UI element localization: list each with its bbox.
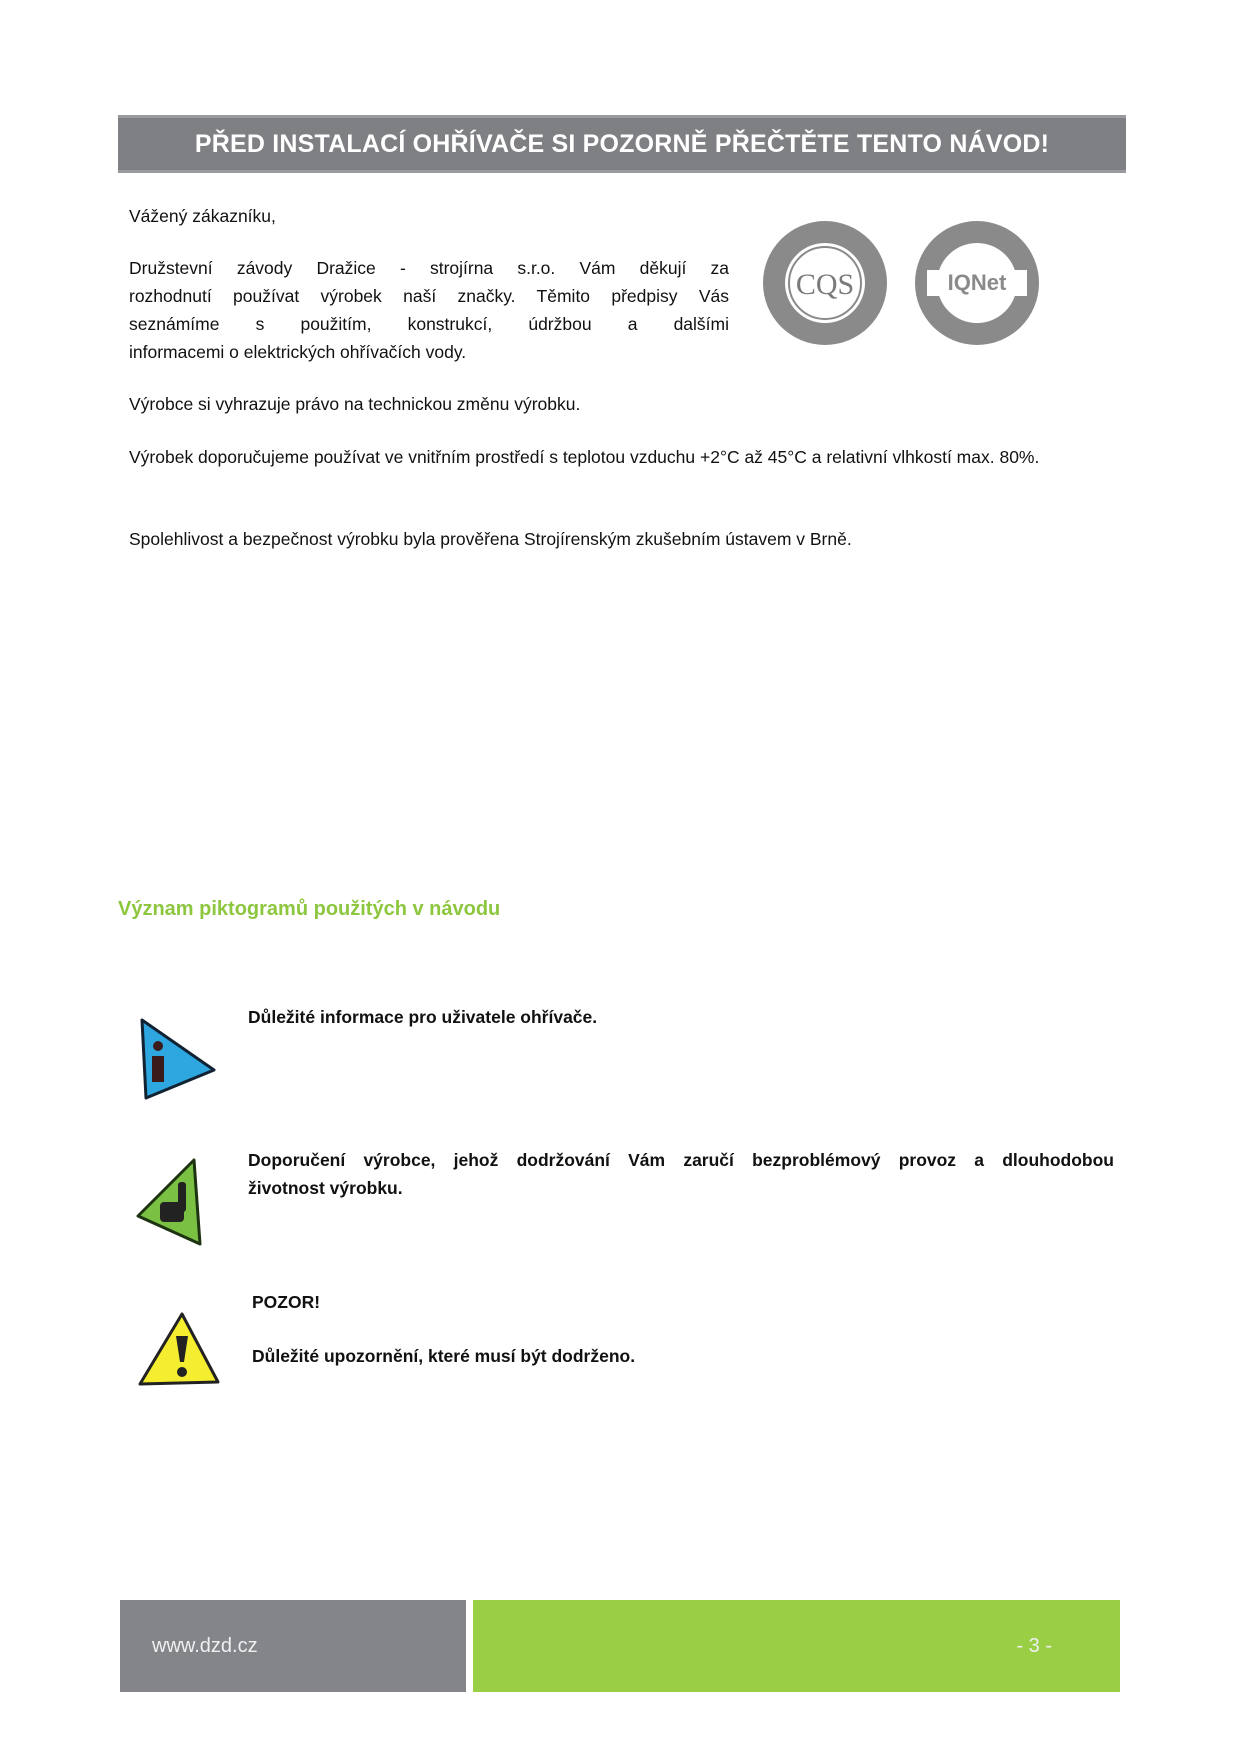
iqnet-logo bbox=[912, 218, 1042, 348]
footer-website-panel bbox=[120, 1600, 466, 1692]
reliability-text: Spolehlivost a bezpečnost výrobku byla prověřena Strojírenským zkušebním ústavem v Brně. bbox=[129, 529, 852, 549]
intro-paragraph bbox=[129, 254, 729, 366]
footer-page-panel bbox=[473, 1600, 1120, 1692]
recommendation-hand-icon bbox=[134, 1156, 210, 1253]
intro-line: seznámíme s použitím, konstrukcí, údržbou a dalšími bbox=[129, 314, 729, 334]
page-title-banner: PŘED INSTALACÍ OHŘÍVAČE SI POZORNĚ PŘEČTĚTE TENTO NÁVOD! bbox=[118, 115, 1126, 173]
intro-line: Družstevní závody Dražice - strojírna s.r.o. Vám děkují za bbox=[129, 258, 729, 278]
info-icon bbox=[136, 1016, 218, 1107]
svg-text:IQNet: IQNet bbox=[947, 270, 1007, 295]
website-link[interactable]: www.dzd.cz bbox=[152, 1635, 258, 1657]
environment-text: Výrobek doporučujeme používat ve vnitřním prostředí s teplotou vzduchu +2°C až 45°C a relativní vlhkostí max. 80%. bbox=[129, 447, 1040, 467]
svg-text:CQS: CQS bbox=[795, 268, 855, 301]
warning-title: POZOR! bbox=[252, 1292, 321, 1312]
info-description: Důležité informace pro uživatele ohřívače. bbox=[248, 1007, 598, 1027]
recommendation-line: životnost výrobku. bbox=[248, 1178, 403, 1198]
recommendation-line: Doporučení výrobce, jehož dodržování Vám zaručí bezproblémový provoz a dlouhodobou bbox=[248, 1150, 1114, 1170]
warning-description: Důležité upozornění, které musí být dodrženo. bbox=[252, 1346, 636, 1366]
page-number: - 3 - bbox=[1016, 1635, 1052, 1657]
warning-icon bbox=[136, 1310, 222, 1393]
intro-line: informacemi o elektrických ohřívačích vody. bbox=[129, 342, 467, 362]
pictograms-heading: Význam piktogramů použitých v návodu bbox=[118, 898, 501, 920]
recommendation-description bbox=[248, 1146, 1114, 1202]
reservation-text: Výrobce si vyhrazuje právo na technickou změnu výrobku. bbox=[129, 394, 581, 414]
cqs-logo bbox=[760, 218, 890, 348]
greeting: Vážený zákazníku, bbox=[129, 206, 276, 226]
intro-line: rozhodnutí používat výrobek naší značky. Těmito předpisy Vás bbox=[129, 286, 729, 306]
